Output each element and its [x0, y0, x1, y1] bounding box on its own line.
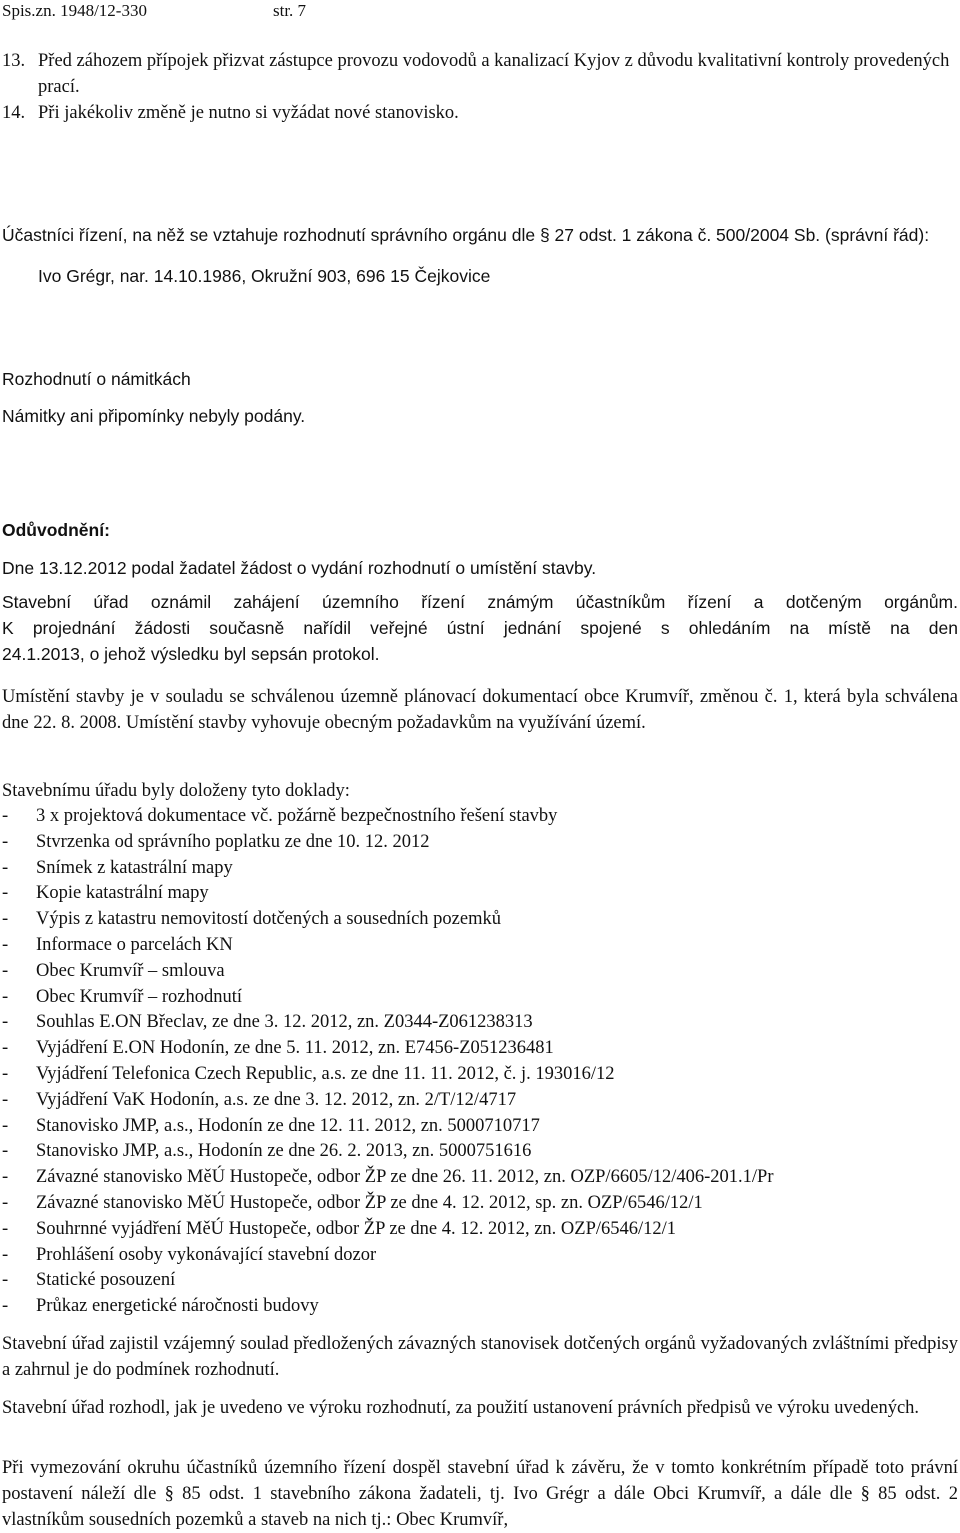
- document-list-item: [2, 856, 958, 882]
- page-number: str. 7: [273, 1, 307, 20]
- document-item-text: Snímek z katastrální mapy: [36, 857, 233, 878]
- document-list-item: [2, 1268, 958, 1294]
- document-list-item: [2, 1088, 958, 1114]
- document-list-item: [2, 1191, 958, 1217]
- document-item-text: Obec Krumvíř – smlouva: [36, 960, 225, 981]
- list-dash: -: [2, 1141, 9, 1162]
- list-dash: -: [2, 1038, 9, 1059]
- objections-heading: Rozhodnutí o námitkách: [2, 369, 191, 389]
- list-dash: -: [2, 1192, 9, 1213]
- page-header: [2, 0, 307, 22]
- condition-number: 14.: [2, 103, 26, 123]
- document-item-text: Vyjádření Telefonica Czech Republic, a.s. ze dne 11. 11. 2012, č. j. 193016/12: [36, 1063, 615, 1084]
- list-dash: -: [2, 1089, 9, 1110]
- documents-intro: Stavebnímu úřadu byly doloženy tyto doklady:: [2, 781, 350, 801]
- document-item-text: 3 x projektová dokumentace vč. požárně bezpečnostního řešení stavby: [36, 806, 558, 826]
- list-dash: -: [2, 1167, 9, 1188]
- document-list-item: [2, 959, 958, 985]
- list-dash: -: [2, 883, 9, 904]
- document-item-text: Stanovisko JMP, a.s., Hodonín ze dne 26. 2. 2013, zn. 5000751616: [36, 1141, 532, 1162]
- document-list-item: [2, 933, 958, 959]
- list-dash: -: [2, 960, 9, 981]
- document-list-item: [2, 881, 958, 907]
- condition-text: Před záhozem přípojek přizvat zástupce provozu vodovodů a kanalizací Kyjov z důvodu kvalitativní kontroly provedených prací.: [38, 51, 950, 97]
- conditions-list: [2, 48, 958, 126]
- document-list-item: [2, 804, 958, 830]
- justification-p6: Při vymezování okruhu účastníků územního řízení dospěl stavební úřad k závěru, že v tomto konkrétním případě toto právní postavení náleží dle § 85 odst. 1 stavebního zákona žadateli, tj. Ivo Grégr a dále Obci Krumvíř, a dále dle § 85 odst. 2 vlastníkům sousedních pozemků a staveb na nich tj.: Obec Krumvíř,: [2, 1458, 958, 1530]
- justification-section: [2, 517, 958, 667]
- list-dash: -: [2, 1063, 9, 1084]
- document-item-text: Souhlas E.ON Břeclav, ze dne 3. 12. 2012, zn. Z0344-Z061238313: [36, 1012, 533, 1033]
- document-list-item: [2, 1010, 958, 1036]
- document-item-text: Stanovisko JMP, a.s., Hodonín ze dne 12. 11. 2012, zn. 5000710717: [36, 1115, 540, 1136]
- justification-p5: Stavební úřad rozhodl, jak je uvedeno ve výroku rozhodnutí, za použití ustanovení právních předpisů ve výroku uvedených.: [2, 1398, 920, 1418]
- justification-p2-line3: 24.1.2013, o jehož výsledku byl sepsán protokol.: [2, 644, 380, 664]
- list-dash: -: [2, 1244, 9, 1265]
- condition-item: [2, 48, 958, 100]
- document-item-text: Závazné stanovisko MěÚ Hustopeče, odbor ŽP ze dne 4. 12. 2012, sp. zn. OZP/6546/12/1: [36, 1192, 703, 1213]
- justification-heading: Odůvodnění:: [2, 520, 110, 540]
- document-list-item: [2, 1243, 958, 1269]
- condition-text: Při jakékoliv změně je nutno si vyžádat nové stanovisko.: [38, 103, 459, 123]
- list-dash: -: [2, 806, 9, 826]
- document-item-text: Informace o parcelách KN: [36, 934, 233, 955]
- document-list-item: [2, 1062, 958, 1088]
- document-list-item: [2, 1114, 958, 1140]
- list-dash: -: [2, 934, 9, 955]
- document-item-text: Obec Krumvíř – rozhodnutí: [36, 986, 243, 1007]
- justification-p2-line2: K projednání žádosti současně nařídil veřejné ústní jednání spojené s ohledáním na místě na den: [2, 618, 958, 638]
- justification-p1: Dne 13.12.2012 podal žadatel žádost o vydání rozhodnutí o umístění stavby.: [2, 558, 597, 578]
- condition-number: 13.: [2, 51, 26, 71]
- document-item-text: Stvrzenka od správního poplatku ze dne 10. 12. 2012: [36, 831, 430, 852]
- document-list-item: [2, 1036, 958, 1062]
- document-list-item: [2, 985, 958, 1011]
- justification-p2-line1: Stavební úřad oznámil zahájení územního řízení známým účastníkům řízení a dotčeným orgánům.: [2, 592, 958, 612]
- condition-item: [2, 100, 958, 126]
- list-dash: -: [2, 1218, 9, 1239]
- document-item-text: Prohlášení osoby vykonávající stavební dozor: [36, 1244, 377, 1265]
- list-dash: -: [2, 1012, 9, 1033]
- list-dash: -: [2, 831, 9, 852]
- participants-intro: Účastníci řízení, na něž se vztahuje rozhodnutí správního orgánu dle § 27 odst. 1 zákona č. 500/2004 Sb. (správní řád):: [2, 225, 930, 245]
- document-item-text: Průkaz energetické náročnosti budovy: [36, 1296, 319, 1317]
- justification-p4: Stavební úřad zajistil vzájemný soulad předložených závazných stanovisek dotčených orgánů vyžadovaných zvláštními předpisy a zahrnul je do podmínek rozhodnutí.: [2, 1334, 958, 1380]
- document-item-text: Výpis z katastru nemovitostí dotčených a sousedních pozemků: [36, 909, 501, 930]
- list-dash: -: [2, 986, 9, 1007]
- documents-list: [2, 804, 958, 1320]
- document-list-item: [2, 907, 958, 933]
- documents-section: [2, 778, 958, 1320]
- document-item-text: Závazné stanovisko MěÚ Hustopeče, odbor ŽP ze dne 26. 11. 2012, zn. OZP/6605/12/406-201.1/Pr: [36, 1167, 774, 1188]
- document-item-text: Vyjádření VaK Hodonín, a.s. ze dne 3. 12. 2012, zn. 2/T/12/4717: [36, 1089, 517, 1110]
- list-dash: -: [2, 909, 9, 930]
- file-reference: Spis.zn. 1948/12-330: [2, 1, 147, 20]
- document-list-item: [2, 830, 958, 856]
- list-dash: -: [2, 1270, 9, 1291]
- document-list-item: [2, 1294, 958, 1320]
- objections-section: [2, 366, 958, 429]
- document-list-item: [2, 1139, 958, 1165]
- document-item-text: Kopie katastrální mapy: [36, 883, 209, 904]
- list-dash: -: [2, 1296, 9, 1317]
- participant-person: Ivo Grégr, nar. 14.10.1986, Okružní 903, 696 15 Čejkovice: [38, 266, 491, 286]
- document-item-text: Souhrnné vyjádření MěÚ Hustopeče, odbor ŽP ze dne 4. 12. 2012, zn. OZP/6546/12/1: [36, 1218, 677, 1239]
- list-dash: -: [2, 1115, 9, 1136]
- objections-text: Námitky ani připomínky nebyly podány.: [2, 406, 306, 426]
- justification-p3: Umístění stavby je v souladu se schválenou územně plánovací dokumentací obce Krumvíř, změnou č. 1, která byla schválena dne 22. 8. 2008. Umístění stavby vyhovuje obecným požadavkům na využívání území.: [2, 687, 958, 733]
- participants-section: [2, 222, 932, 289]
- document-item-text: Statické posouzení: [36, 1270, 176, 1291]
- document-list-item: [2, 1165, 958, 1191]
- document-list-item: [2, 1217, 958, 1243]
- list-dash: -: [2, 857, 9, 878]
- document-item-text: Vyjádření E.ON Hodonín, ze dne 5. 11. 2012, zn. E7456-Z051236481: [36, 1038, 554, 1059]
